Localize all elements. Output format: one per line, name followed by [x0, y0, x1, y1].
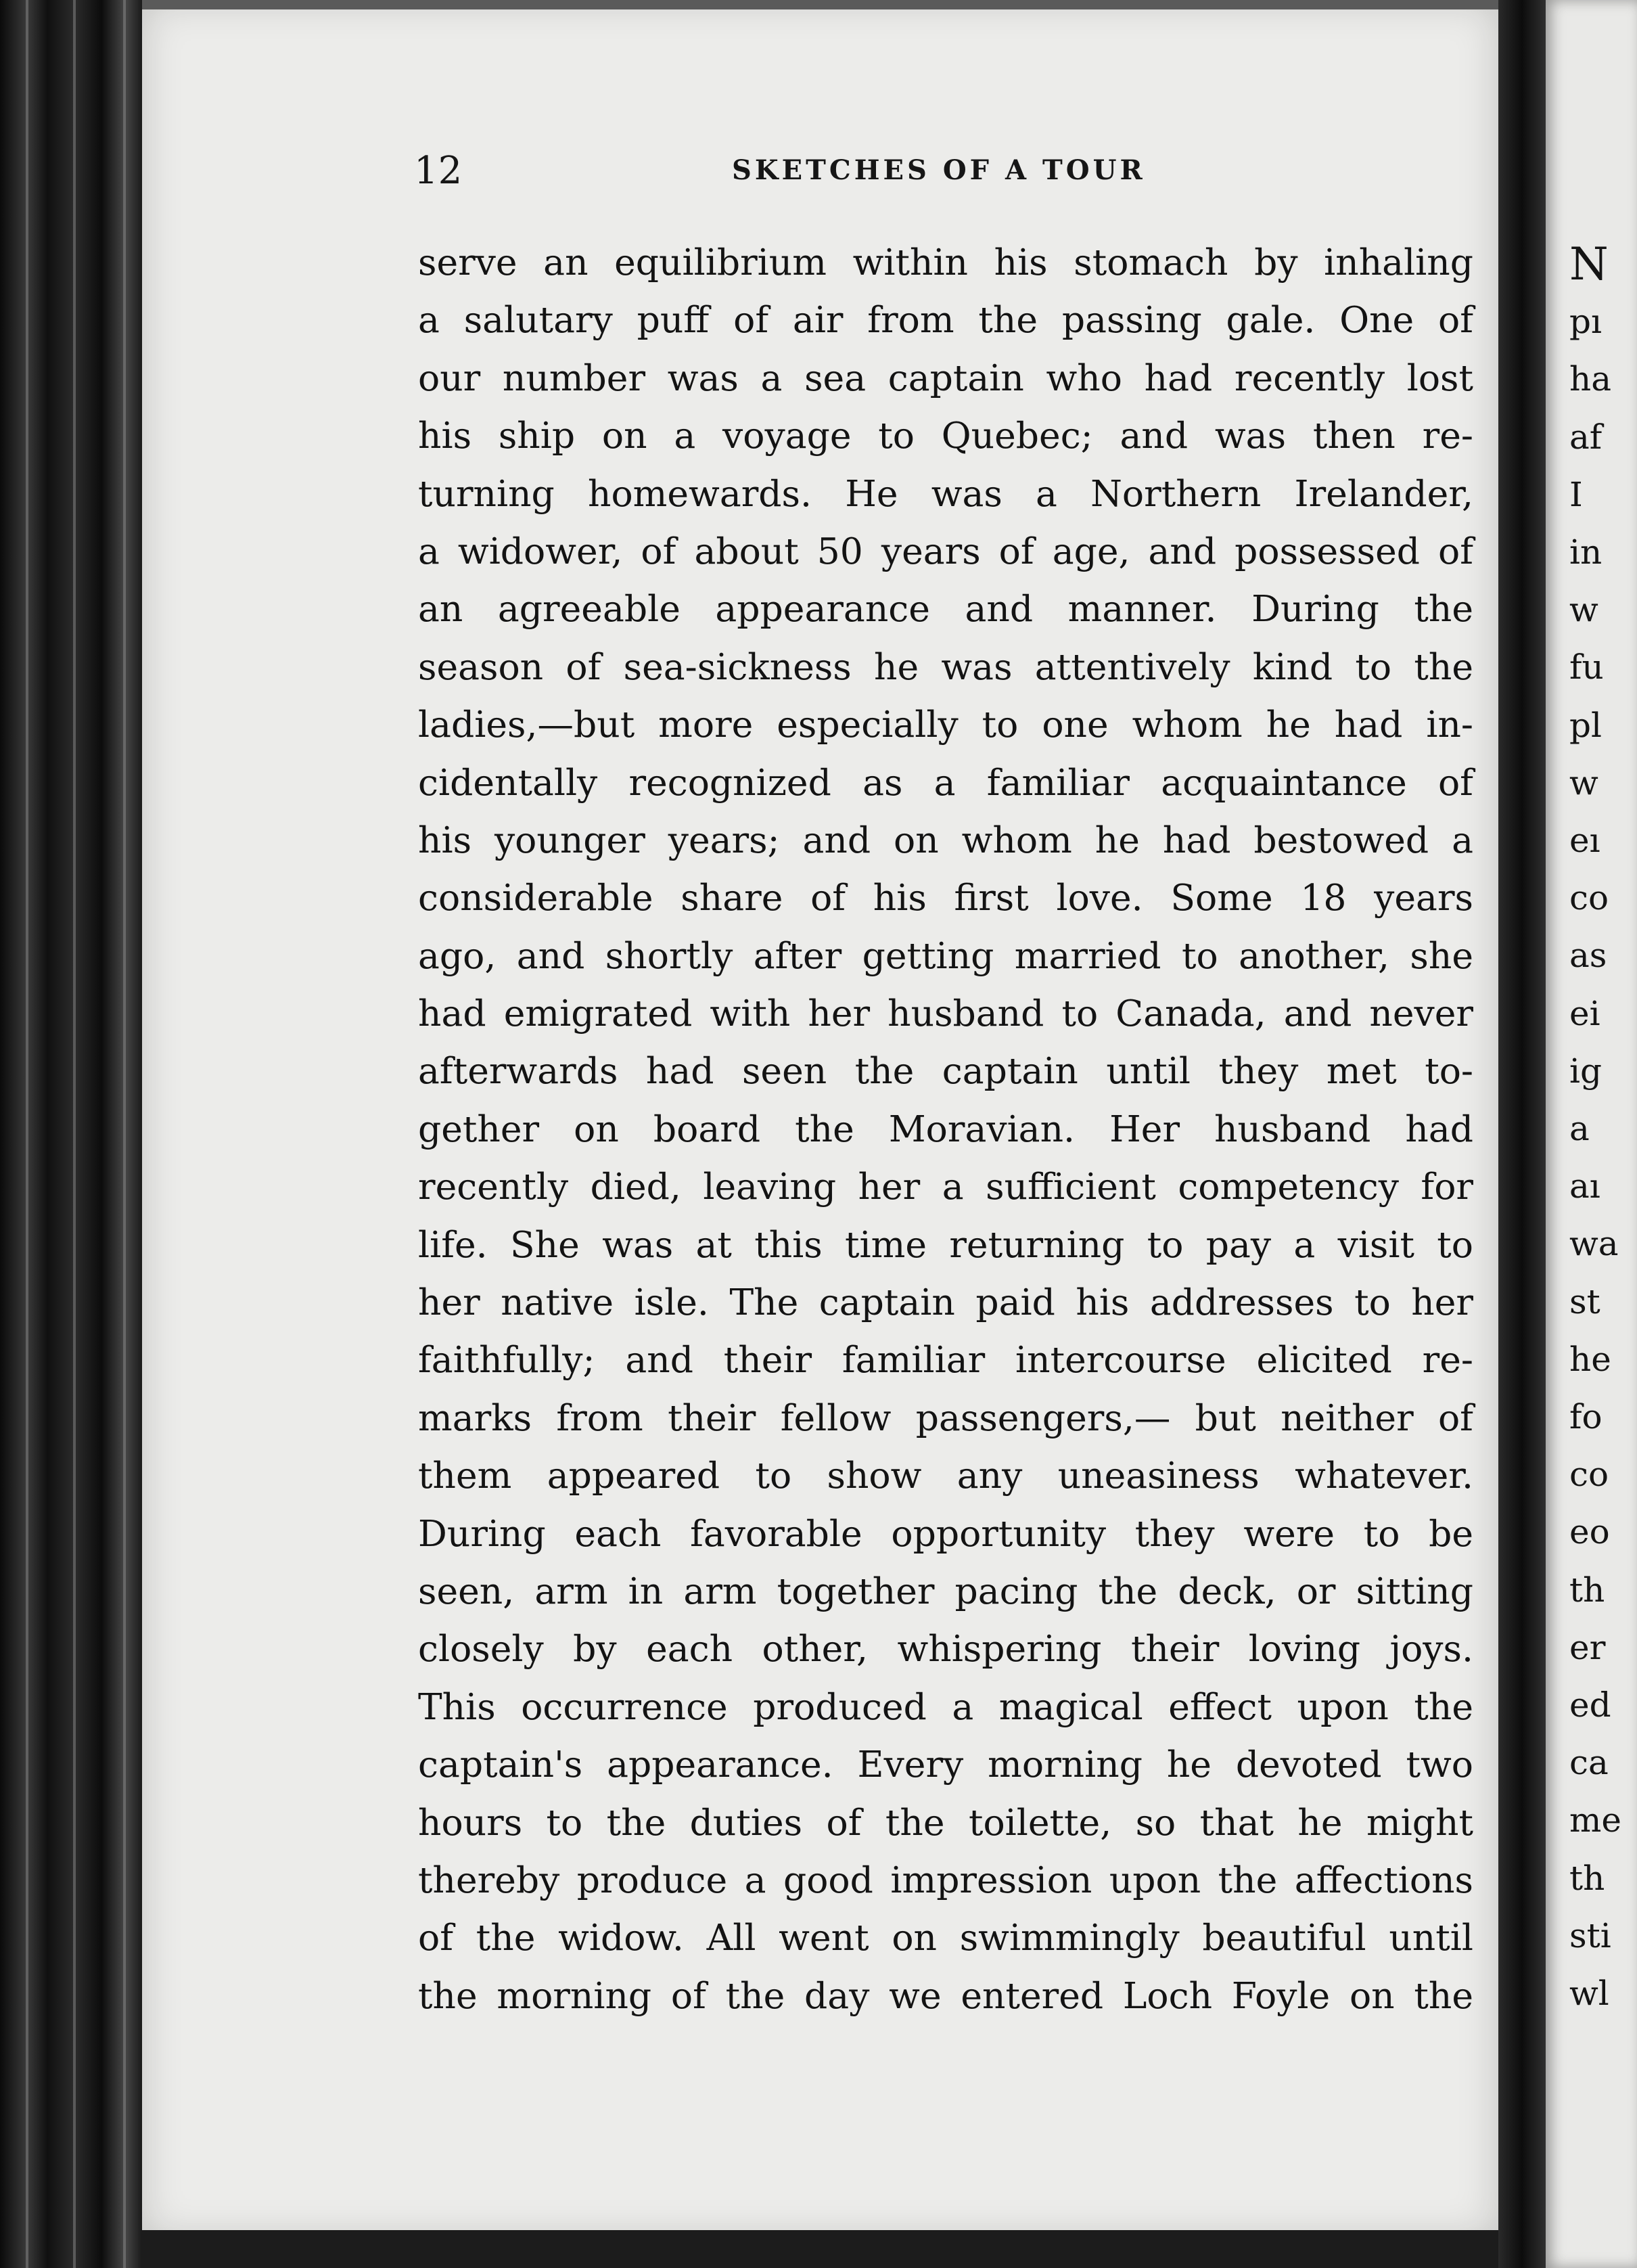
next-page-fragment: w: [1569, 763, 1598, 802]
binding-stripe: [123, 0, 126, 2268]
text-line: [418, 1620, 1473, 1677]
text-line-content: recently died, leaving her a sufficient competency for: [418, 1165, 1473, 1208]
next-page-fragment: me: [1569, 1800, 1622, 1840]
text-line-content: faithfully; and their familiar intercourse elicited re-: [418, 1338, 1473, 1382]
text-line-content: our number was a sea captain who had recently lost: [418, 356, 1473, 399]
text-line: [418, 1331, 1473, 1388]
text-line-content: them appeared to show any uneasiness whatever.: [418, 1454, 1473, 1497]
page-number: 12: [414, 149, 463, 193]
text-line-content: thereby produce a good impression upon the affections: [418, 1858, 1473, 1901]
text-line: [418, 1100, 1473, 1158]
running-head: [414, 149, 1456, 196]
next-page-fragment: eo: [1569, 1512, 1610, 1552]
text-line: [418, 522, 1473, 580]
text-line-content: considerable share of his first love. Some 18 years: [418, 876, 1473, 920]
text-line: [418, 580, 1473, 637]
next-page-fragment: co: [1569, 1455, 1609, 1495]
next-page-fragment: ig: [1569, 1051, 1602, 1091]
text-line-content: of the widow. All went on swimmingly beautiful until: [418, 1916, 1473, 1959]
text-line-content: serve an equilibrium within his stomach by inhaling: [418, 241, 1473, 284]
next-page-fragment: in: [1569, 532, 1603, 572]
running-title: SKETCHES OF A TOUR: [732, 154, 1146, 186]
text-line-content: afterwards had seen the captain until they met to-: [418, 1049, 1473, 1093]
text-line: [418, 696, 1473, 753]
text-line-content: cidentally recognized as a familiar acquaintance of: [418, 761, 1473, 804]
text-line-content: During each favorable opportunity they were to be: [418, 1512, 1473, 1555]
page-gutter: [1498, 0, 1546, 2268]
next-page-fragment: N: [1569, 238, 1609, 290]
next-page-fragment: fu: [1569, 648, 1604, 687]
text-line-content: marks from their fellow passengers,— but neither of: [418, 1396, 1473, 1439]
next-page-fragment: sti: [1569, 1915, 1611, 1955]
next-page-fragment: af: [1569, 417, 1603, 457]
next-page-fragment: he: [1569, 1339, 1611, 1379]
next-page-fragment: st: [1569, 1282, 1600, 1321]
text-line-content: her native isle. The captain paid his addresses to her: [418, 1281, 1473, 1324]
next-page-fragment: co: [1569, 878, 1609, 918]
text-line: [418, 1794, 1473, 1851]
text-line-content: closely by each other, whispering their loving joys.: [418, 1627, 1473, 1671]
page-top-edge: [142, 0, 1498, 9]
text-line: [418, 1851, 1473, 1909]
next-page-fragment: a: [1569, 1109, 1590, 1149]
text-line: [418, 1967, 1473, 2024]
next-page-fragment: wl: [1569, 1974, 1609, 2014]
text-line: [418, 927, 1473, 984]
next-page-fragment: as: [1569, 936, 1607, 976]
text-line: [418, 1562, 1473, 1620]
text-line: [418, 638, 1473, 696]
text-line-content: the morning of the day we entered Loch Foyle on the: [418, 1974, 1473, 2017]
next-page-fragment: I: [1569, 474, 1583, 514]
next-page-fragment: eı: [1569, 821, 1600, 861]
next-page-fragment: er: [1569, 1627, 1606, 1667]
text-line-content: an agreeable appearance and manner. During the: [418, 587, 1473, 631]
text-line-content: hours to the duties of the toilette, so that he might: [418, 1800, 1473, 1844]
text-line-content: captain's appearance. Every morning he devoted two: [418, 1743, 1473, 1786]
text-line: [418, 984, 1473, 1042]
next-page-edge: [1546, 0, 1637, 2268]
next-page-fragment: fo: [1569, 1397, 1603, 1437]
text-line-content: This occurrence produced a magical effect upon the: [418, 1685, 1473, 1728]
binding-stripe: [26, 0, 28, 2268]
text-line-content: had emigrated with her husband to Canada, and never: [418, 992, 1473, 1035]
text-line-content: his younger years; and on whom he had bestowed a: [418, 818, 1473, 861]
text-line-content: life. She was at this time returning to pay a visit to: [418, 1223, 1473, 1266]
next-page-fragment: th: [1569, 1570, 1605, 1610]
next-page-fragment: aı: [1569, 1166, 1600, 1206]
page-bottom-edge: [142, 2230, 1498, 2268]
text-line: [418, 1909, 1473, 1966]
text-line: [418, 869, 1473, 926]
text-line: [418, 233, 1473, 291]
text-line-content: season of sea-sickness he was attentively kind to the: [418, 645, 1473, 688]
text-line: [418, 1736, 1473, 1793]
text-line-content: gether on board the Moravian. Her husband had: [418, 1107, 1473, 1150]
book-binding: [0, 0, 142, 2268]
text-line: [418, 349, 1473, 407]
text-line: [418, 1505, 1473, 1562]
text-line: [418, 407, 1473, 464]
text-line: [418, 1042, 1473, 1099]
next-page-fragment: ca: [1569, 1743, 1609, 1783]
next-page-fragments: [1569, 235, 1621, 2022]
next-page-fragment: pl: [1569, 705, 1602, 745]
text-line: [418, 1273, 1473, 1331]
body-text: [418, 233, 1473, 2024]
text-line-content: ladies,—but more especially to one whom he had in-: [418, 703, 1473, 746]
binding-stripe: [73, 0, 76, 2268]
text-line-content: ago, and shortly after getting married to another, she: [418, 934, 1473, 977]
next-page-fragment: th: [1569, 1858, 1605, 1898]
text-line-content: seen, arm in arm together pacing the deck, or sitting: [418, 1569, 1473, 1612]
text-line-content: turning homewards. He was a Northern Irelander,: [418, 472, 1473, 515]
next-page-fragment: w: [1569, 590, 1598, 630]
next-page-fragment: ei: [1569, 993, 1600, 1033]
text-line: [418, 811, 1473, 869]
text-line: [418, 1389, 1473, 1447]
text-line: [418, 1447, 1473, 1504]
text-line-content: a salutary puff of air from the passing gale. One of: [418, 298, 1473, 342]
next-page-fragment: pı: [1569, 302, 1602, 342]
text-line: [418, 465, 1473, 522]
text-line: [418, 291, 1473, 348]
text-line-content: a widower, of about 50 years of age, and possessed of: [418, 529, 1473, 572]
text-line-content: his ship on a voyage to Quebec; and was then re-: [418, 414, 1473, 457]
text-line: [418, 754, 1473, 811]
next-page-fragment: wa: [1569, 1224, 1619, 1264]
text-line: [418, 1158, 1473, 1215]
next-page-fragment: ha: [1569, 359, 1612, 399]
next-page-fragment: ed: [1569, 1685, 1611, 1725]
text-line: [418, 1678, 1473, 1736]
text-line: [418, 1216, 1473, 1273]
